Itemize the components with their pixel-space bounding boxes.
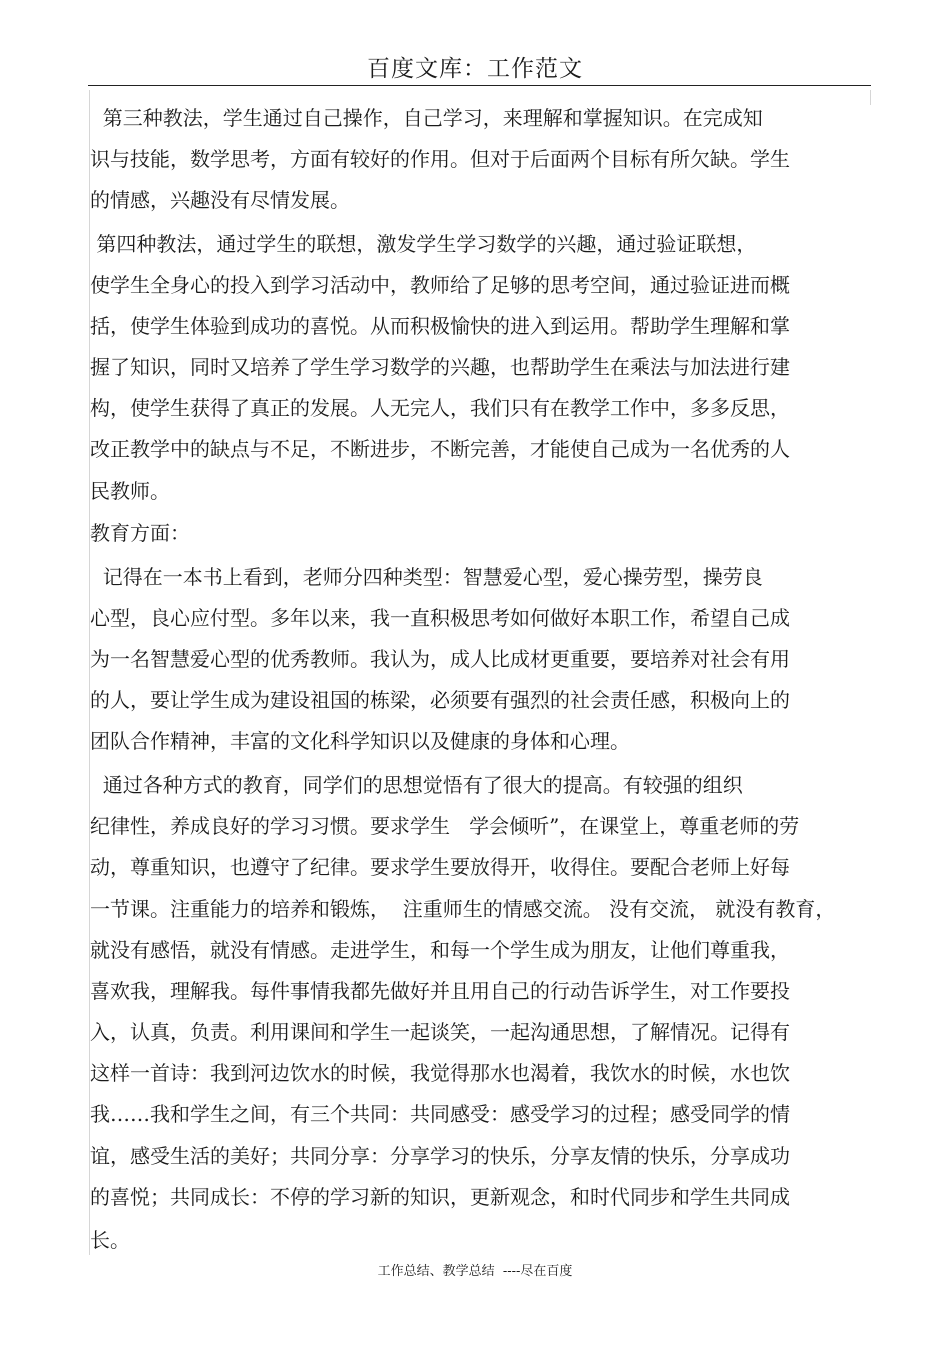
section-heading: 教育方面：	[90, 521, 190, 545]
text-line: 的喜悦；共同成长：不停的学习新的知识，更新观念，和时代同步和学生共同成	[90, 1185, 790, 1209]
text-line: 民教师。	[90, 479, 170, 503]
text-line: 这样一首诗：我到河边饮水的时候，我觉得那水也渴着，我饮水的时候，水也饮	[90, 1061, 790, 1085]
text-line: 动，尊重知识，也遵守了纪律。要求学生要放得开，收得住。要配合老师上好每	[90, 855, 790, 879]
text-line: 谊，感受生活的美好；共同分享：分享学习的快乐，分享友情的快乐，分享成功	[90, 1144, 790, 1168]
text-line: 长。	[90, 1228, 130, 1252]
text-line: 括，使学生体验到成功的喜悦。从而积极愉快的进入到运用。帮助学生理解和掌	[90, 314, 790, 338]
text-line: 识与技能，数学思考，方面有较好的作用。但对于后面两个目标有所欠缺。学生	[90, 147, 790, 171]
text-line: 改正教学中的缺点与不足，不断进步，不断完善，才能使自己成为一名优秀的人	[90, 437, 790, 461]
text-line: 纪律性，养成良好的学习习惯。要求学生 学会倾听”，在课堂上，尊重老师的劳	[90, 814, 800, 838]
text-line: 喜欢我，理解我。每件事情我都先做好并且用自己的行动告诉学生，对工作要投	[90, 979, 790, 1003]
text-line: 一节课。注重能力的培养和锻炼， 注重师生的情感交流。 没有交流， 就没有教育，	[90, 897, 836, 921]
page-footer: 工作总结、教学总结 ----尽在百度	[377, 1264, 573, 1279]
right-margin-tick	[870, 90, 871, 105]
text-line: 为一名智慧爱心型的优秀教师。我认为，成人比成材更重要，要培养对社会有用	[90, 647, 790, 671]
header-divider	[88, 85, 871, 86]
text-line: 第四种教法，通过学生的联想，激发学生学习数学的兴趣，通过验证联想，	[90, 232, 757, 256]
text-line: 通过各种方式的教育，同学们的思想觉悟有了很大的提高。有较强的组织	[90, 773, 743, 797]
text-line: 的情感，兴趣没有尽情发展。	[90, 188, 350, 212]
text-line: 记得在一本书上看到，老师分四种类型：智慧爱心型，爱心操劳型，操劳良	[90, 565, 763, 589]
text-line: 使学生全身心的投入到学习活动中，教师给了足够的思考空间，通过验证进而概	[90, 273, 790, 297]
header-title: 百度文库：工作范文	[367, 56, 583, 82]
text-line: 握了知识，同时又培养了学生学习数学的兴趣，也帮助学生在乘法与加法进行建	[90, 355, 790, 379]
text-line: 的人，要让学生成为建设祖国的栋梁，必须要有强烈的社会责任感，积极向上的	[90, 688, 790, 712]
text-line: 心型，良心应付型。多年以来，我一直积极思考如何做好本职工作，希望自己成	[90, 606, 790, 630]
text-line: 团队合作精神，丰富的文化科学知识以及健康的身体和心理。	[90, 729, 630, 753]
text-line: 就没有感悟，就没有情感。走进学生，和每一个学生成为朋友，让他们尊重我，	[90, 938, 790, 962]
text-line: 我……我和学生之间，有三个共同：共同感受：感受学习的过程；感受同学的情	[90, 1102, 790, 1126]
text-line: 入，认真，负责。利用课间和学生一起谈笑，一起沟通思想，了解情况。记得有	[90, 1020, 790, 1044]
text-line: 第三种教法，学生通过自己操作，自己学习，来理解和掌握知识。在完成知	[90, 106, 763, 130]
text-line: 构，使学生获得了真正的发展。人无完人，我们只有在教学工作中，多多反思，	[90, 396, 790, 420]
